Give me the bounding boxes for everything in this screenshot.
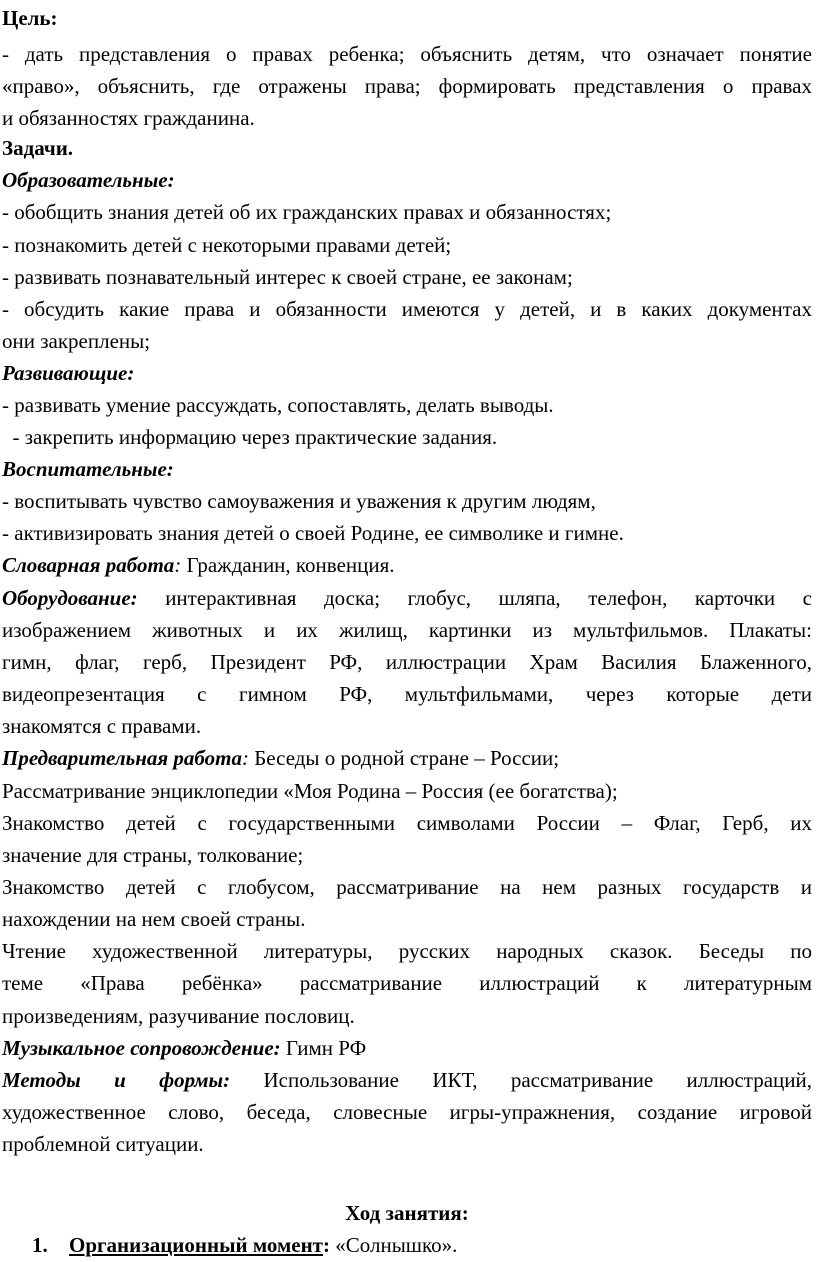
developing-line-2: - закрепить информацию через практические задания. <box>2 425 498 449</box>
equipment-line-2: изображением животных и их жилищ, картинки из мультфильмов. Плакаты: <box>2 618 812 642</box>
vocabulary-colon: : <box>174 553 182 577</box>
upbringing-line-1: - воспитывать чувство самоуважения и уважения к другим людям, <box>2 489 596 513</box>
lesson-item-1 <box>32 1229 812 1261</box>
vocabulary-line <box>2 549 812 581</box>
methods-line-3: проблемной ситуации. <box>2 1132 204 1156</box>
educational-heading: Образовательные: <box>2 168 175 192</box>
equipment-label: Оборудование: <box>2 586 138 610</box>
educational-line-3: - развивать познавательный интерес к своей стране, ее законам; <box>2 265 573 289</box>
upbringing-line-2: - активизировать знания детей о своей Родине, ее символике и гимне. <box>2 521 624 545</box>
educational-line-2: - познакомить детей с некоторыми правами детей; <box>2 233 452 257</box>
equipment-line-5: знакомятся с правами. <box>2 714 202 738</box>
educational-line-4: - обсудить какие права и обязанности имеются у детей, и в каких документах <box>2 297 812 321</box>
methods-line-2: художественное слово, беседа, словесные игры-упражнения, создание игровой <box>2 1100 812 1124</box>
vocabulary-label: Словарная работа <box>2 553 175 577</box>
preliminary-colon: : <box>241 746 249 770</box>
developing-line-1: - развивать умение рассуждать, сопоставлять, делать выводы. <box>2 393 554 417</box>
lesson-item-colon: : <box>323 1233 330 1257</box>
preliminary-text: Беседы о родной стране – России; <box>248 746 560 770</box>
preliminary-line-1 <box>2 742 812 774</box>
equipment-line-1 <box>2 582 812 614</box>
developing-heading: Развивающие: <box>2 361 135 385</box>
music-text: Гимн РФ <box>280 1036 367 1060</box>
preliminary-line-4: значение для страны, толкование; <box>2 843 304 867</box>
equipment-line-3: гимн, флаг, герб, Президент РФ, иллюстрации Храм Василия Блаженного, <box>2 650 812 674</box>
tasks-heading: Задачи. <box>2 136 74 160</box>
goal-line-3: и обязанностях гражданина. <box>2 106 255 130</box>
upbringing-heading: Воспитательные: <box>2 457 174 481</box>
preliminary-line-6: нахождении на нем своей страны. <box>2 907 306 931</box>
preliminary-line-2: Рассматривание энциклопедии «Моя Родина – Россия (ее богатства); <box>2 779 618 803</box>
methods-line-1 <box>2 1064 812 1096</box>
preliminary-line-9: произведениям, разучивание пословиц. <box>2 1004 355 1028</box>
music-label: Музыкальное сопровождение: <box>2 1036 281 1060</box>
goal-line-2: «право», объяснить, где отражены права; формировать представления о правах <box>2 74 812 98</box>
music-line <box>2 1032 812 1064</box>
goal-heading: Цель: <box>2 6 58 30</box>
preliminary-line-3: Знакомство детей с государственными символами России – Флаг, Герб, их <box>2 811 812 835</box>
vocabulary-text: Гражданин, конвенция. <box>181 553 395 577</box>
educational-line-1: - обобщить знания детей об их гражданских правах и обязанностях; <box>2 200 612 224</box>
lesson-heading: Ход занятия: <box>345 1201 469 1225</box>
methods-text-1: Использование ИКТ, рассматривание иллюстраций, <box>230 1068 812 1092</box>
preliminary-line-7: Чтение художественной литературы, русских народных сказок. Беседы по <box>2 939 812 963</box>
preliminary-line-5: Знакомство детей с глобусом, рассматривание на нем разных государств и <box>2 875 812 899</box>
goal-line-1: - дать представления о правах ребенка; объяснить детям, что означает понятие <box>2 42 812 66</box>
educational-line-5: они закреплены; <box>2 329 151 353</box>
lesson-item-text: «Солнышко». <box>330 1233 458 1257</box>
lesson-item-title: Организационный момент <box>69 1233 323 1257</box>
methods-label: Методы и формы: <box>2 1068 231 1092</box>
equipment-text-1: интерактивная доска; глобус, шляпа, телефон, карточки с <box>137 586 812 610</box>
preliminary-label: Предварительная работа <box>2 746 242 770</box>
lesson-item-number: 1. <box>32 1233 48 1257</box>
preliminary-line-8: теме «Права ребёнка» рассматривание иллюстраций к литературным <box>2 971 812 995</box>
equipment-line-4: видеопрезентация с гимном РФ, мультфильмами, через которые дети <box>2 682 812 706</box>
